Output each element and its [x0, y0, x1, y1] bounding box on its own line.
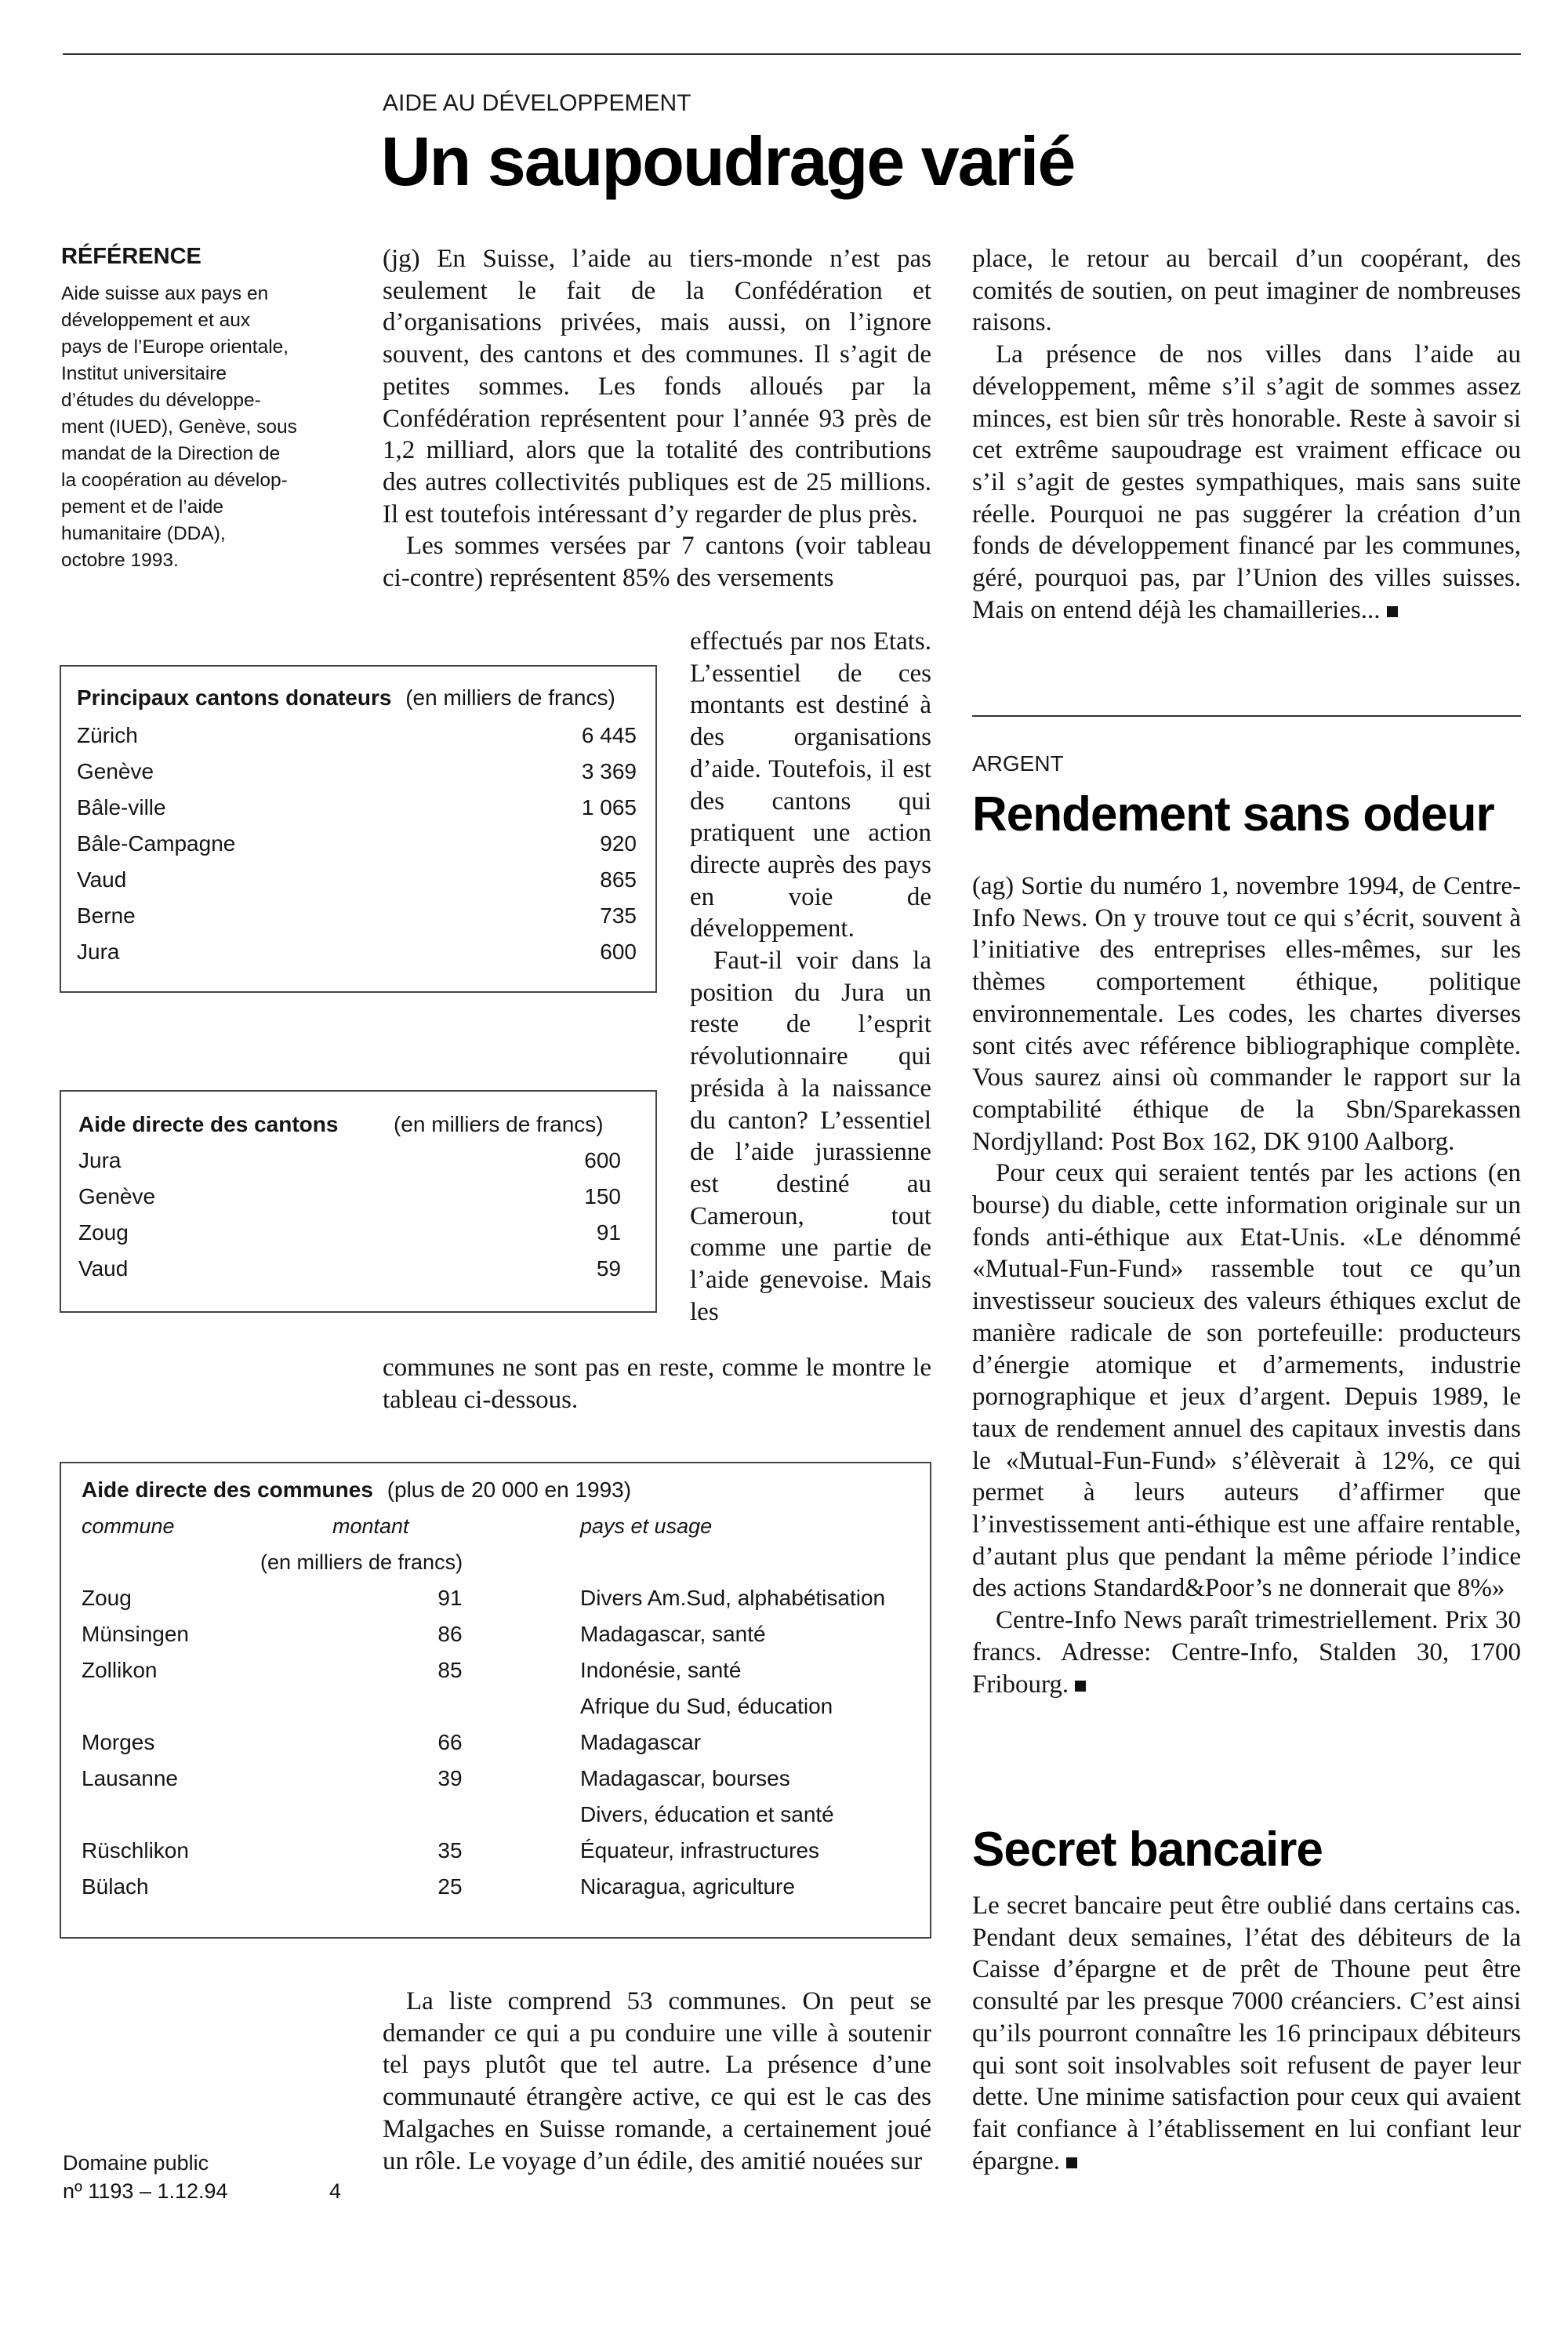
- bottom-paragraph: La liste comprend 53 communes. On peut se demander ce qui a pu conduire une ville à soutenir tel pays plutôt que tel autre. La présence d’une communauté étrangère active, ce qui est le cas des Malgaches en Suisse romande, a certainement joué un rôle. Le voyage d’un édile, des amitié nouées sur: [383, 1987, 931, 2175]
- commune-montant: 39: [437, 1766, 463, 1790]
- table-title: Principaux cantons donateurs: [77, 685, 392, 710]
- column-header-pays: pays et usage: [580, 1514, 713, 1538]
- canton-value: 6 445: [581, 723, 637, 747]
- commune-name: Bülach: [82, 1874, 149, 1899]
- col2-paragraph-2: [972, 339, 1521, 626]
- reference-line: la coopération au dévelop-: [61, 470, 288, 491]
- secret-paragraph: [972, 1890, 1521, 2177]
- commune-name: Morges: [82, 1730, 155, 1754]
- table-unit: (en milliers de francs): [394, 1112, 604, 1136]
- end-mark-icon: [1075, 1681, 1086, 1692]
- table-row: [78, 1217, 129, 1248]
- table-row: [78, 1145, 121, 1176]
- end-mark-icon: [1066, 2157, 1077, 2168]
- reference-line: pement et de l’aide: [61, 496, 224, 518]
- argent-paragraph-2: Pour ceux qui seraient tentés par les actions (en bourse) du diable, cette information originale sur un fonds anti-éthique aux Etat-Unis. «Le dénommé «Mutual-Fun-Fund» rassemble tout ce qu’un investisseur soucieux des valeurs éthiques exclut de manière radicale de son portefeuille: producteurs d’énergie atomique et d’armements, industrie pornographique et jeux d’argent. Depuis 1989, le taux de rendement annuel des capitaux investis dans le «Mutual-Fun-Fund» s’élèverait à 12%, ce qui permet à leurs auteurs d’affirmer que l’investissement anti-éthique est une affaire rentable, d’autant plus que pendant la même période l’indice des actions Standard&Poor’s ne donnerait que 8%»: [972, 1159, 1521, 1603]
- commune-pays: Indonésie, santé: [580, 1658, 742, 1682]
- reference-line: humanitaire (DDA),: [61, 523, 226, 544]
- table-direct-cantons: [60, 1090, 657, 1313]
- table-title: Aide directe des communes: [82, 1477, 373, 1502]
- top-rule: [63, 53, 1521, 55]
- argent-paragraph-3-text: Centre-Info News paraît trimestriellement. Prix 30 francs. Adresse: Centre-Info, Stalden 30, 1700 Fribourg.: [972, 1606, 1521, 1699]
- commune-montant: 66: [437, 1730, 463, 1754]
- reference-line: Aide suisse aux pays en: [61, 283, 269, 304]
- narrow-paragraph-1: effectués par nos Etats. L’essentiel de ces montants est destiné à des organisations d’aide. Toutefois, il est des cantons qui pratiquent une action directe auprès des pays en voie de développement.: [690, 627, 931, 943]
- commune-montant: 91: [437, 1586, 463, 1610]
- commune-pays: Nicaragua, agriculture: [580, 1874, 795, 1899]
- table-subtitle: (plus de 20 000 en 1993): [387, 1477, 632, 1502]
- reference-line: mandat de la Direction de: [61, 443, 281, 464]
- main-body-bottom: [383, 1986, 931, 2177]
- secret-headline: Secret bancaire: [972, 1823, 1323, 1877]
- table-row: [77, 936, 119, 968]
- table-row: [77, 900, 136, 932]
- narrow-paragraph-2: Faut-il voir dans la position du Jura un reste de l’esprit révolutionnaire qui présida à la naissance du canton? L’essentiel de l’aide jurassienne est destiné au Cameroun, tout comme une partie de l’aide genevoise. Mais les: [690, 947, 931, 1326]
- canton-value: 865: [600, 867, 637, 892]
- commune-montant: [411, 1691, 489, 1722]
- secret-body: [972, 1890, 1521, 2177]
- continuation-paragraph: communes ne sont pas en reste, comme le montre le tableau ci-dessous.: [383, 1354, 931, 1414]
- canton-name: Genève: [77, 759, 154, 783]
- commune-pays: Divers Am.Sud, alphabétisation: [580, 1586, 886, 1610]
- canton-value: 920: [600, 831, 637, 856]
- main-kicker: AIDE AU DÉVELOPPEMENT: [383, 90, 691, 116]
- canton-name: Zoug: [78, 1220, 129, 1245]
- commune-pays: Afrique du Sud, éducation: [580, 1694, 833, 1718]
- end-mark-icon: [1387, 606, 1398, 617]
- canton-name: Vaud: [78, 1256, 129, 1281]
- table-title-row: [78, 1109, 338, 1140]
- main-paragraph-2: Les sommes versées par 7 cantons (voir tableau ci-contre) représentent 85% des versements: [383, 532, 931, 593]
- canton-name: Genève: [78, 1184, 156, 1208]
- commune-pays: Équateur, infrastructures: [580, 1838, 820, 1863]
- reference-title: RÉFÉRENCE: [61, 244, 201, 269]
- argent-headline: Rendement sans odeur: [972, 787, 1494, 841]
- table-communes: [60, 1462, 931, 1939]
- footer-publication: Domaine public: [63, 2151, 209, 2175]
- reference-text: [61, 281, 353, 574]
- canton-name: Bâle-Campagne: [77, 831, 236, 856]
- canton-value: 1 065: [581, 795, 637, 820]
- commune-name: Zoug: [82, 1586, 132, 1610]
- main-headline: Un saupoudrage varié: [381, 122, 1075, 200]
- canton-name: Bâle-ville: [77, 795, 166, 820]
- commune-montant: 85: [437, 1658, 463, 1682]
- table-title-row: [82, 1474, 631, 1506]
- commune-montant: 25: [437, 1874, 463, 1899]
- canton-value: 91: [596, 1220, 621, 1245]
- canton-name: Jura: [77, 939, 120, 964]
- canton-value: 3 369: [581, 759, 637, 783]
- canton-name: Berne: [77, 903, 136, 928]
- page-number: 4: [329, 2179, 342, 2203]
- section-divider: [972, 715, 1521, 717]
- reference-line: développement et aux: [61, 310, 251, 331]
- canton-name: Vaud: [77, 867, 127, 892]
- argent-kicker: ARGENT: [972, 751, 1064, 776]
- argent-body: [972, 870, 1521, 1700]
- footer-issue: nº 1193 – 1.12.94: [63, 2179, 228, 2203]
- canton-name: Zürich: [77, 723, 138, 747]
- table-title-row: [77, 682, 615, 714]
- canton-value: 150: [584, 1184, 621, 1208]
- column-header-commune: commune: [82, 1514, 175, 1538]
- table-row: [77, 792, 166, 823]
- canton-name: Jura: [78, 1148, 122, 1172]
- col2-paragraph-1: place, le retour au bercail d’un coopérant, des comités de soutien, on peut imaginer de nombreuses raisons.: [972, 245, 1521, 337]
- commune-montant: [411, 1799, 489, 1830]
- commune-pays: Madagascar, santé: [580, 1622, 766, 1646]
- commune-montant: 35: [437, 1838, 463, 1863]
- secret-paragraph-text: Le secret bancaire peut être oublié dans certains cas. Pendant deux semaines, l’état des débiteurs de la Caisse d’épargne et de prêt de Thoune peut être consulté par les presque 7000 créanciers. C’est ainsi qu’ils pourront connaître les 16 principaux débiteurs qui sont soit insolvables soit refusent de payer leur dette. Une minime satisfaction pour ceux qui avaient fait confiance à l’établissement en lui confiant leur épargne.: [972, 1892, 1521, 2175]
- reference-line: Institut universitaire: [61, 363, 227, 384]
- footer: [63, 2149, 345, 2205]
- table-row: [77, 720, 138, 751]
- commune-name: Zollikon: [82, 1658, 158, 1682]
- commune-name: Münsingen: [82, 1622, 189, 1646]
- col2-paragraph-2-text: La présence de nos villes dans l’aide au développement, même s’il s’agit de sommes assez minces, est bien sûr très honorable. Reste à savoir si cet extrême saupoudrage est vraiment efficace ou s’il s’agit de gestes sympathiques, mais sans suite réelle. Pourquoi ne pas suggérer la création d’un fonds de développement financé par les communes, géré, pourquoi pas, par l’Union des villes suisses. Mais on entend déjà les chamailleries...: [972, 340, 1521, 624]
- table-row: [77, 828, 235, 860]
- column-header-montant: montant: [332, 1514, 409, 1538]
- table-unit: (en milliers de francs): [405, 685, 615, 710]
- main-paragraph-1: (jg) En Suisse, l’aide au tiers-monde n’est pas seulement le fait de la Confédération et d’organisations privées, mais aussi, on l’ignore souvent, des cantons et des communes. Il s’agit de petites sommes. Les fonds alloués par la Confédération représentent pour l’année 93 près de 1,2 milliard, alors que la totalité des contributions des autres collectivités publiques est de 25 millions. Il est toutefois intéressant d’y regarder de plus près.: [383, 245, 931, 529]
- table-row: [78, 1181, 155, 1212]
- canton-value: 59: [596, 1256, 621, 1281]
- table-principal-cantons: [60, 665, 657, 993]
- reference-line: pays de l’Europe orientale,: [61, 336, 289, 358]
- main-body-col1: [383, 243, 931, 594]
- table-row: [77, 756, 154, 787]
- column-unit: (en milliers de francs): [260, 1550, 463, 1574]
- reference-line: ment (IUED), Genève, sous: [61, 416, 297, 438]
- argent-paragraph-1: (ag) Sortie du numéro 1, novembre 1994, de Centre-Info News. On y trouve tout ce qui s’écrit, souvent à l’initiative des entreprises elles-mêmes, sur les thèmes comportement éthique, politique environnementale. Les codes, les chartes diverses sont cités avec référence bibliographique complète. Vous saurez ainsi où commander le rapport sur la comptabilité éthique de la Sbn/Sparekassen Nordjylland: Post Box 162, DK 9100 Aalborg.: [972, 872, 1521, 1156]
- commune-montant: 86: [437, 1622, 463, 1646]
- reference-line: octobre 1993.: [61, 550, 179, 571]
- reference-line: d’études du développe-: [61, 390, 261, 411]
- commune-name: Rüschlikon: [82, 1838, 189, 1863]
- commune-pays: Madagascar: [580, 1730, 702, 1754]
- main-body-narrow: [690, 626, 931, 1328]
- table-title: Aide directe des cantons: [78, 1112, 339, 1136]
- main-body-col2: [972, 243, 1521, 626]
- commune-name: Lausanne: [82, 1766, 179, 1790]
- canton-value: 735: [600, 903, 637, 928]
- argent-paragraph-3: [972, 1605, 1521, 1700]
- canton-value: 600: [600, 939, 637, 964]
- commune-pays: Madagascar, bourses: [580, 1766, 790, 1790]
- table-row: [77, 864, 126, 896]
- canton-value: 600: [584, 1148, 621, 1172]
- commune-pays: Divers, éducation et santé: [580, 1802, 834, 1826]
- main-body-continuation: [383, 1352, 931, 1416]
- table-row: [78, 1253, 128, 1285]
